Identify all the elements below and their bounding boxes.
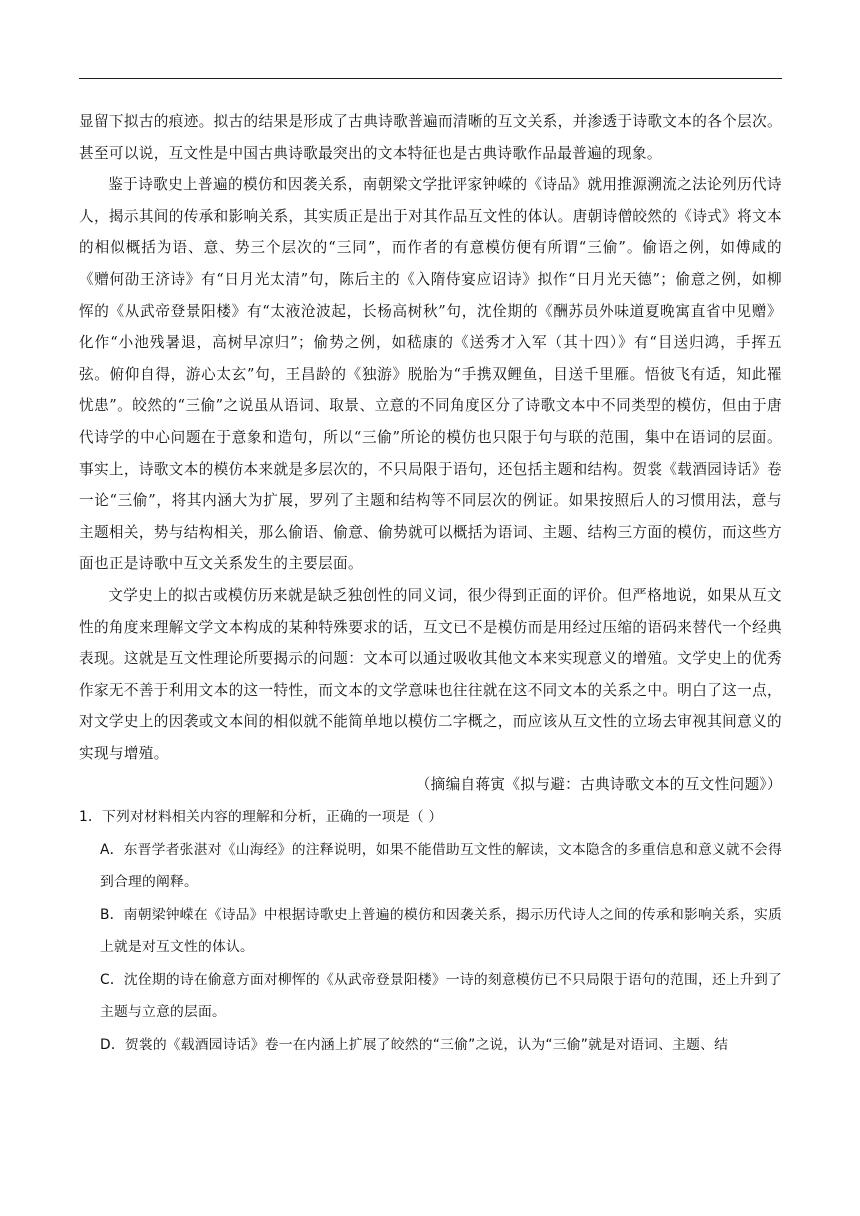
passage-paragraph-2: 鉴于诗歌史上普遍的模仿和因袭关系，南朝梁文学批评家钟嵘的《诗品》就用推源溯流之法论列历代诗人，揭示其间的传承和影响关系，其实质正是出于对其作品互文性的体认。唐朝诗僧皎然的《诗式》将文本的相似概括为语、意、势三个层次的“三同”，而作者的有意模仿便有所谓“三偷”。偷语之例，如傅咸的《赠何劭王济诗》有“日月光太清”句，陈后主的《入隋侍宴应诏诗》拟作“日月光天德”；偷意之例，如柳恽的《从武帝登景阳楼》有“太液沧波起，长杨高树秋”句，沈佺期的《酬苏员外味道夏晚寓直省中见赠》化作“小池残暑退，高树早凉归”；偷势之例，如嵇康的《送秀才入军（其十四）》有“目送归鸿，手挥五弦。俯仰自得，游心太玄”句，王昌龄的《独游》脱胎为“手携双鲤鱼，目送千里雁。悟彼飞有适，知此罹忧患”。皎然的“三偷”之说虽从语词、取景、立意的不同角度区分了诗歌文本中不同类型的模仿，但由于唐代诗学的中心问题在于意象和造句，所以“三偷”所论的模仿也只限于句与联的范围，集中在语词的层面。事实上，诗歌文本的模仿本来就是多层次的，不只局限于语句，还包括主题和结构。贺裳《载酒园诗话》卷一论“三偷”，将其内涵大为扩展，罗列了主题和结构等不同层次的例证。如果按照后人的习惯用法，意与主题相关，势与结构相关，那么偷语、偷意、偷势就可以概括为语词、主题、结构三方面的模仿，而这些方面也正是诗歌中互文关系发生的主要层面。: [79, 176, 782, 573]
passage-paragraph-1: 显留下拟古的痕迹。拟古的结果是形成了古典诗歌普遍而清晰的互文关系，并渗透于诗歌文本的各个层次。甚至可以说，互文性是中国古典诗歌最突出的文本特征也是古典诗歌作品最普遍的现象。: [79, 113, 782, 162]
header-rule: [79, 78, 782, 79]
option-a: A．东晋学者张湛对《山海经》的注释说明，如果不能借助互文性的解读，文本隐含的多重信息和意义就不会得到合理的阐释。: [100, 841, 782, 891]
option-b: B．南朝梁钟嵘在《诗品》中根据诗歌史上普遍的模仿和因袭关系，揭示历代诗人之间的传承和影响关系，实质上就是对互文性的体认。: [100, 906, 782, 956]
source-citation: （摘编自蒋寅《拟与避：古典诗歌文本的互文性问题》）: [415, 776, 782, 794]
question-stem: 1．下列对材料相关内容的理解和分析，正确的一项是（ ）: [79, 809, 443, 826]
option-c: C．沈佺期的诗在偷意方面对柳恽的《从武帝登景阳楼》一诗的刻意模仿已不只局限于语句的范围，还上升到了主题与立意的层面。: [100, 971, 782, 1021]
passage-paragraph-3: 文学史上的拟古或模仿历来就是缺乏独创性的同义词，很少得到正面的评价。但严格地说，如果从互文性的角度来理解文学文本构成的某种特殊要求的话，互文已不是模仿而是用经过压缩的语码来替代一个经典表现。这就是互文性理论所要揭示的问题：文本可以通过吸收其他文本来实现意义的增殖。文学史上的优秀作家无不善于利用文本的这一特性，而文本的文学意味也往往就在这不同文本的关系之中。明白了这一点，对文学史上的因袭或文本间的相似就不能简单地以模仿二字概之，而应该从互文性的立场去审视其间意义的实现与增殖。: [79, 586, 782, 762]
page-content: [79, 106, 782, 1061]
option-d: D．贺裳的《载酒园诗话》卷一在内涵上扩展了皎然的“三偷”之说，认为“三偷”就是对语词、主题、结: [100, 1036, 729, 1053]
